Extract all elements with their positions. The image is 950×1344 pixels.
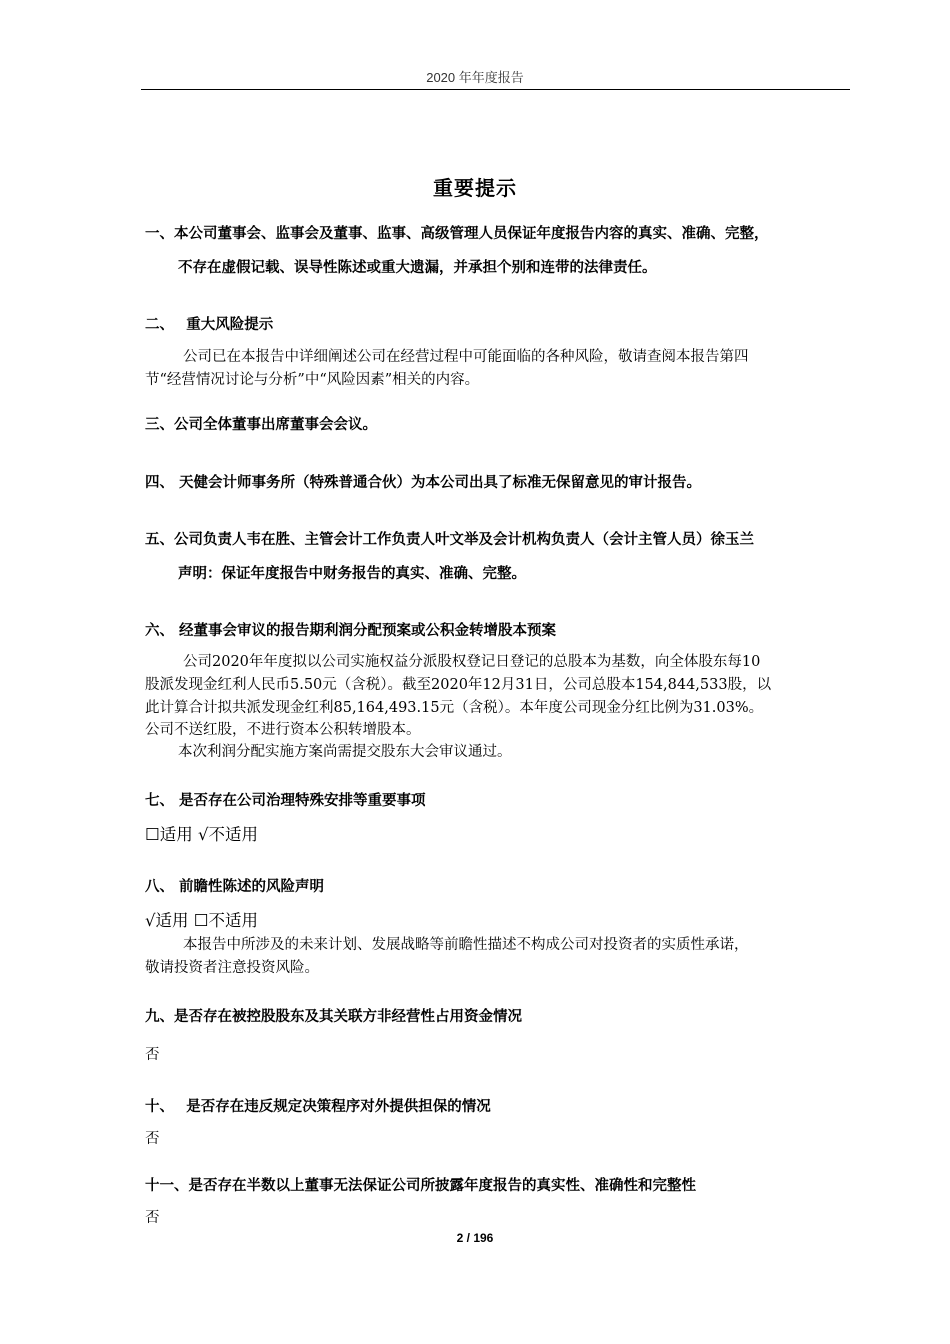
section-8-heading: 八、 前瞻性陈述的风险声明: [145, 879, 325, 895]
section-6-heading: 六、 经董事会审议的报告期利润分配预案或公积金转增股本预案: [145, 623, 557, 639]
section-1-line-2: 不存在虚假记载、误导性陈述或重大遗漏，并承担个别和连带的法律责任。: [178, 260, 657, 276]
section-5-line-1: 五、公司负责人韦在胜、主管会计工作负责人叶文举及会计机构负责人（会计主管人员）徐玉兰: [145, 532, 754, 548]
section-9-heading: 九、是否存在被控股股东及其关联方非经营性占用资金情况: [145, 1009, 522, 1025]
section-6-line-3: 此计算合计拟共派发现金红利85,164,493.15元（含税）。本年度公司现金分红比例为31.03%。: [145, 700, 764, 716]
section-10-answer: 否: [145, 1131, 160, 1147]
section-3-heading: 三、公司全体董事出席董事会会议。: [145, 417, 377, 433]
section-10-heading: 十、 是否存在违反规定决策程序对外提供担保的情况: [145, 1099, 491, 1115]
section-11-heading: 十一、是否存在半数以上董事无法保证公司所披露年度报告的真实性、准确性和完整性: [145, 1178, 696, 1194]
section-4-heading: 四、 天健会计师事务所（特殊普通合伙）为本公司出具了标准无保留意见的审计报告。: [145, 475, 702, 491]
section-9-answer: 否: [145, 1047, 160, 1063]
page-number: 2 / 196: [456, 1231, 494, 1245]
section-6-line-4: 公司不送红股，不进行资本公积转增股本。: [145, 722, 421, 738]
section-1-line-1: 一、本公司董事会、监事会及董事、监事、高级管理人员保证年度报告内容的真实、准确、完整，: [145, 226, 769, 242]
header-divider: [141, 89, 850, 90]
section-8-line-1: 本报告中所涉及的未来计划、发展战略等前瞻性描述不构成公司对投资者的实质性承诺，: [183, 937, 749, 953]
section-2-line-1: 公司已在本报告中详细阐述公司在经营过程中可能面临的各种风险，敬请查阅本报告第四: [183, 349, 749, 365]
section-8-line-2: 敬请投资者注意投资风险。: [145, 960, 319, 976]
page-title: 重要提示: [433, 176, 517, 200]
section-6-line-1: 公司2020年年度拟以公司实施权益分派股权登记日登记的总股本为基数，向全体股东每10: [183, 654, 761, 670]
running-header: 2020 年年度报告: [426, 70, 524, 85]
section-6-line-2: 股派发现金红利人民币5.50元（含税）。截至2020年12月31日，公司总股本154,844,533股，以: [145, 677, 772, 693]
section-7-options: ☐适用 √不适用: [145, 825, 259, 844]
section-2-line-2: 节“经营情况讨论与分析”中“风险因素”相关的内容。: [145, 372, 480, 388]
section-2-heading: 二、 重大风险提示: [145, 317, 274, 333]
section-7-heading: 七、 是否存在公司治理特殊安排等重要事项: [145, 793, 426, 809]
section-5-line-2: 声明：保证年度报告中财务报告的真实、准确、完整。: [178, 566, 526, 582]
section-8-options: √适用 ☐不适用: [145, 911, 259, 930]
section-6-line-5: 本次利润分配实施方案尚需提交股东大会审议通过。: [178, 744, 512, 760]
section-11-answer: 否: [145, 1210, 160, 1226]
